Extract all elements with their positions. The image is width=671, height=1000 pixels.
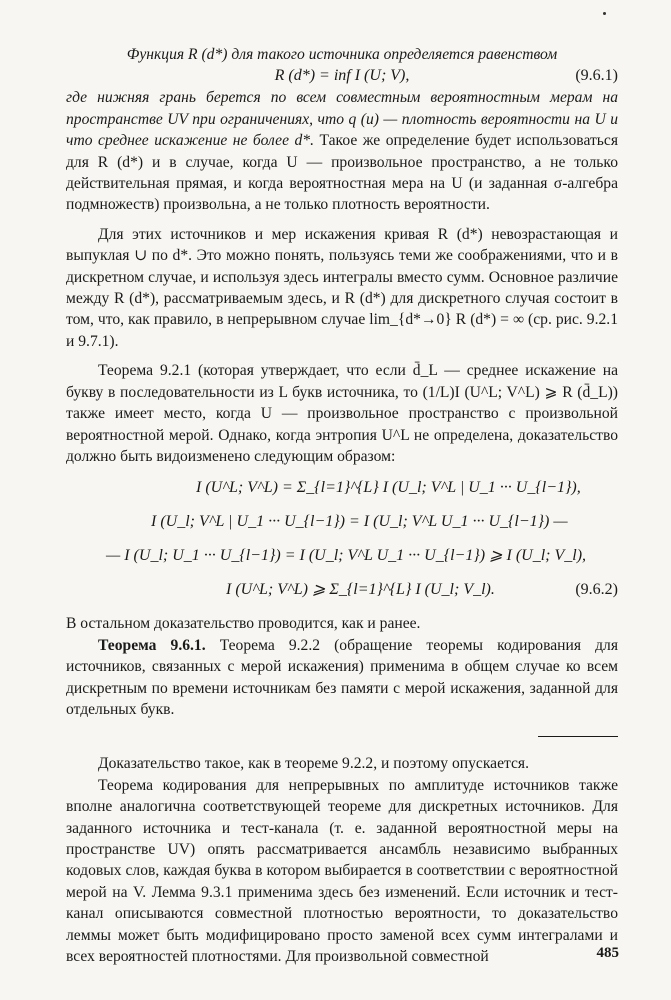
theorem-961 [66,635,618,721]
display-line-2: I (U_l; V^L | U_1 ··· U_{l−1}) = I (U_l; V^L U_1 ··· U_{l−1}) — [151,513,568,531]
display-line-4-formula: I (U^L; V^L) ⩾ Σ_{l=1}^{L} I (U_l; V_l). [226,581,495,599]
theorem-label: Теорема 9.6.1. [98,636,206,654]
scan-speck [603,12,606,15]
display-line-3: — I (U_l; U_1 ··· U_{l−1}) = I (U_l; V^L U_1 ··· U_{l−1}) ⩾ I (U_l; V_l), [106,547,587,565]
paragraph-proof-omitted: Доказательство такое, как в теореме 9.2.2, и поэтому опускается. [98,755,530,773]
display-line-1: I (U^L; V^L) = Σ_{l=1}^{L} I (U_l; V^L | U_1 ··· U_{l−1}), [196,479,581,497]
equation-number: (9.6.1) [575,67,618,85]
page-body [66,44,618,967]
intro-line: Функция R (d*) для такого источника определяется равенством [126,46,558,63]
definition-rest: Такое же определение будет использоваться для R (d*) и в случае, когда U — произвольное пространство, а не только действительная прямая, и когда вероятностная мера на U (и заданная σ-алгебра подмножеств) произвольна, а не только плотность вероятности. [66,132,619,214]
paragraph-rest-proof: В остальном доказательство проводится, как и ранее. [66,615,421,633]
end-of-theorem-rule [538,736,618,737]
equation-block-9-6-2 [66,471,618,607]
theorem-text: Теорема 9.2.2 (обращение теоремы кодирования для источников, связанных с мерой искажения) применима в общем случае ко всем дискретным по времени источникам без памяти с мерой искажения, заданной для отдельных букв. [66,636,618,718]
display-line-4 [66,573,618,607]
page-number: 485 [596,945,619,961]
equation-formula: R (d*) = inf I (U; V), [274,67,410,85]
paragraph-definition [66,87,618,215]
equation-9-6-1 [66,65,618,87]
paragraph-coding-theorem: Теорема кодирования для непрерывных по амплитуде источников также вполне аналогична соответствующей теореме для дискретных источников. Для заданного источника и тест-канала (т. е. заданной вероятностной меры на пространстве UV) опять рассматривается ансамбль независимо выбранных кодовых слов, каждая буква в котором выбирается в соответствии с вероятностной мерой на V. Лемма 9.3.1 применима здесь без изменений. Если источник и тест-канал описываются совместной плотностью вероятности, то доказательство леммы может быть модифицировано просто заменой всех сумм интегралами и всех вероятностей плотностями. Для произвольной совместной [66,776,618,965]
display-equation-number: (9.6.2) [575,581,618,599]
definition-italic: где нижняя грань берется по всем совместным вероятностным мерам на пространстве UV при ограничениях, что q (u) — плотность вероятности на U и что среднее искажение не более d*. [66,89,618,150]
paragraph-curve: Для этих источников и мер искажения кривая R (d*) невозрастающая и выпуклая ∪ по d*. Это можно понять, пользуясь теми же соображениями, что и в дискретном случае, и используя здесь интегралы вместо сумм. Основное различие между R (d*), рассматриваемым здесь, и R (d*) для дискретного случая состоит в том, что, как правило, в непрерывном случае lim_{d*→0} R (d*) = ∞ (ср. рис. 9.2.1 и 9.7.1). [66,225,618,350]
paragraph-theorem-921: Теорема 9.2.1 (которая утверждает, что если d̄_L — среднее искажение на букву в последовательности из L букв источника, то (1/L)I (U^L; V^L) ⩾ R (d̄_L)) также имеет место, когда U — произвольное пространство с произвольной вероятностной мерой. Однако, когда энтропия U^L не определена, доказательство должно быть видоизменено следующим образом: [66,362,618,465]
